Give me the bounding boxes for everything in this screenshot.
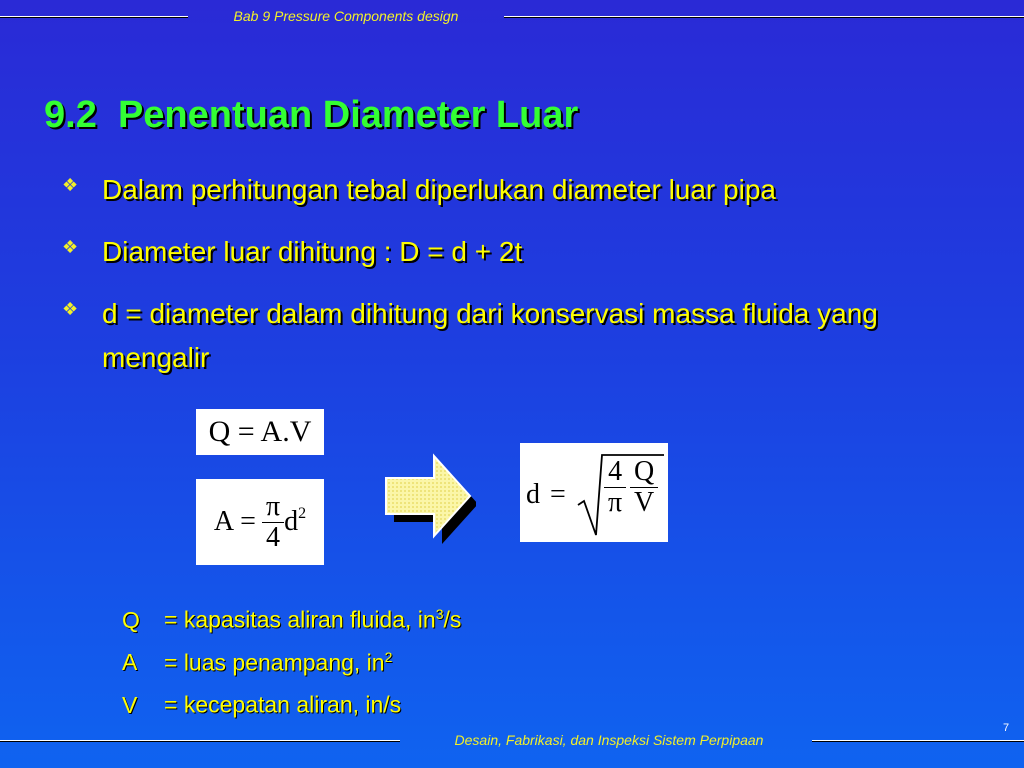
header-rule-right: [504, 16, 1024, 18]
diamond-bullet-icon: ❖: [62, 175, 79, 195]
diamond-bullet-icon: ❖: [62, 237, 79, 257]
bullet-text: Dalam perhitungan tebal diperlukan diameter luar pipa: [102, 174, 776, 205]
fraction-denominator: V: [634, 487, 655, 518]
fraction-numerator: 4: [604, 457, 626, 488]
header-text: Bab 9 Pressure Components design: [233, 8, 459, 24]
legend-superscript: 3: [435, 606, 444, 622]
legend-text: = luas penampang, in: [164, 649, 385, 676]
fraction-denominator: π: [608, 487, 623, 518]
legend-symbol: V: [122, 691, 138, 718]
area-var: d: [284, 506, 299, 537]
flow-equation-text: Q = A.V: [208, 415, 312, 448]
legend-text: = kecepatan aliran, in/s: [164, 691, 402, 718]
legend-row: [122, 596, 461, 639]
variable-legend: [122, 596, 461, 724]
diameter-equation: [520, 443, 668, 542]
footer-text: Desain, Fabrikasi, dan Inspeksi Sistem Perpipaan: [454, 732, 764, 748]
bullet-text: d = diameter dalam dihitung dari konservasi massa fluida yang mengalir: [102, 298, 878, 373]
legend-superscript: 2: [384, 648, 393, 665]
legend-row: [122, 639, 461, 682]
area-lhs: A: [213, 506, 235, 537]
flow-equation: [196, 409, 324, 455]
four-over-pi-fraction: [604, 457, 626, 518]
legend-row: [122, 681, 461, 724]
fraction-numerator: Q: [630, 457, 658, 488]
area-equals: =: [240, 506, 256, 537]
legend-suffix: /s: [443, 606, 462, 633]
q-over-v-fraction: [630, 457, 658, 518]
right-arrow-icon: [380, 450, 476, 546]
bullet-item: [62, 292, 892, 380]
area-equation: [196, 479, 324, 565]
area-exponent: 2: [298, 505, 307, 522]
fraction-denominator: 4: [266, 521, 280, 553]
footer-rule-left: [0, 740, 400, 742]
legend-symbol: Q: [122, 606, 140, 633]
bullet-item: [62, 230, 942, 274]
page-number: 7: [1002, 722, 1010, 734]
diameter-equals: =: [550, 479, 566, 510]
legend-symbol: A: [122, 649, 138, 676]
bullet-item: [62, 168, 942, 212]
pi-over-four-fraction: [262, 492, 284, 553]
bullet-text: Diameter luar dihitung : D = d + 2t: [102, 236, 523, 267]
fraction-numerator: π: [262, 492, 284, 523]
slide-title: 9.2 Penentuan Diameter Luar: [44, 94, 579, 136]
diameter-lhs: d: [526, 479, 540, 510]
diamond-bullet-icon: ❖: [62, 299, 79, 319]
header-rule-left: [0, 16, 188, 18]
legend-text: = kapasitas aliran fluida, in: [164, 606, 436, 633]
footer-rule-right: [812, 740, 1024, 742]
